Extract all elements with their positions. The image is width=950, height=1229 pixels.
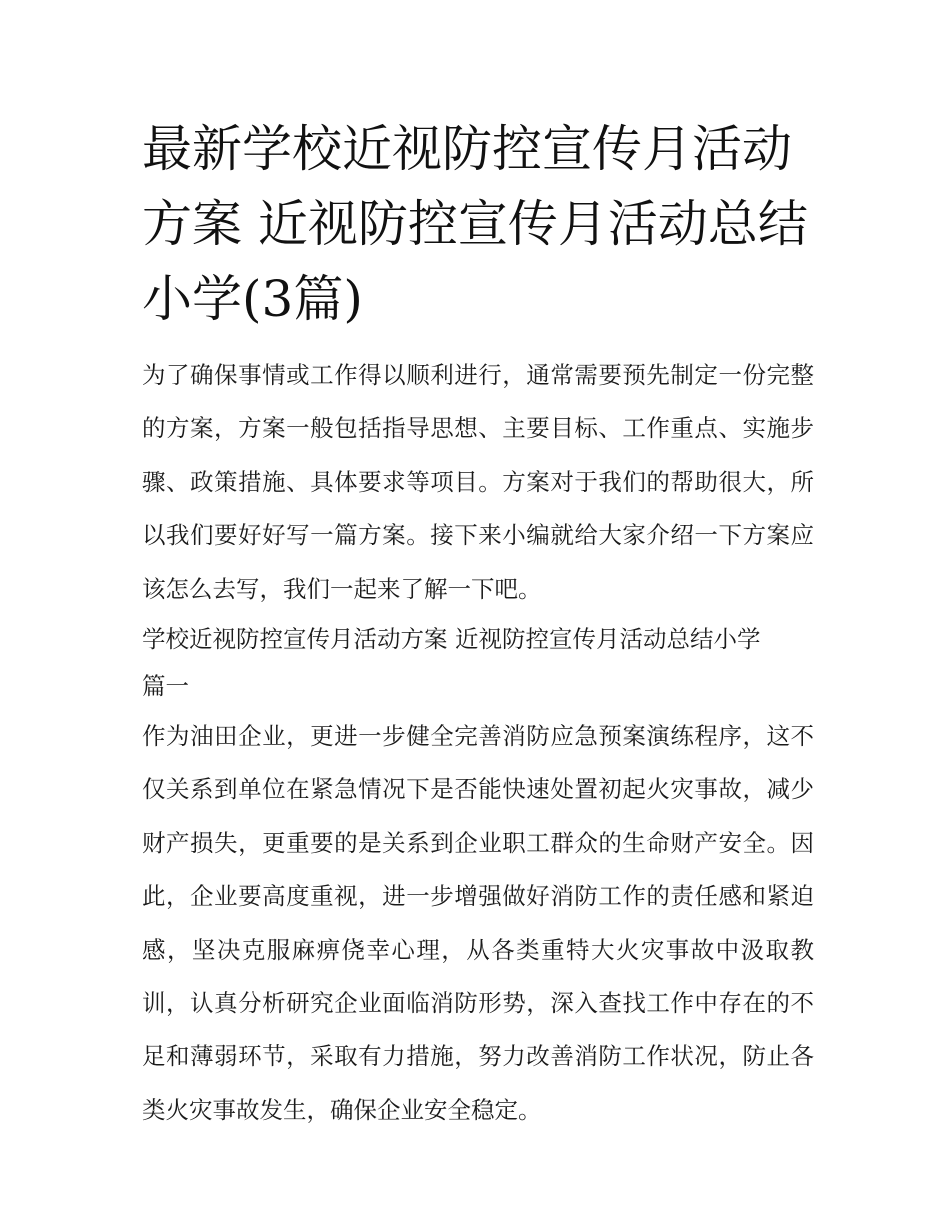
intro-paragraph: 为了确保事情或工作得以顺利进行，通常需要预先制定一份完整的方案，方案一般包括指导思想、主要目标、工作重点、实施步骤、政策措施、具体要求等项目。方案对于我们的帮助很大，所以我们要好好写一篇方案。接下来小编就给大家介绍一下方案应该怎么去写，我们一起来了解一下吧。 (142, 361, 814, 603)
section-label: 篇一 (142, 672, 189, 701)
section-heading: 学校近视防控宣传月活动方案 近视防控宣传月活动总结小学 (142, 625, 761, 654)
document-content (142, 112, 814, 1137)
document-title: 最新学校近视防控宣传月活动方案 近视防控宣传月活动总结小学(3篇) (142, 120, 808, 328)
body-paragraph: 作为油田企业，更进一步健全完善消防应急预案演练程序，这不仅关系到单位在紧急情况下是否能快速处置初起火灾事故，减少财产损失，更重要的是关系到企业职工群众的生命财产安全。因此，企业要高度重视，进一步增强做好消防工作的责任感和紧迫感，坚决克服麻痹侥幸心理，从各类重特大火灾事故中汲取教训，认真分析研究企业面临消防形势，深入查找工作中存在的不足和薄弱环节，采取有力措施，努力改善消防工作状况，防止各类火灾事故发生，确保企业安全稳定。 (142, 722, 814, 1124)
